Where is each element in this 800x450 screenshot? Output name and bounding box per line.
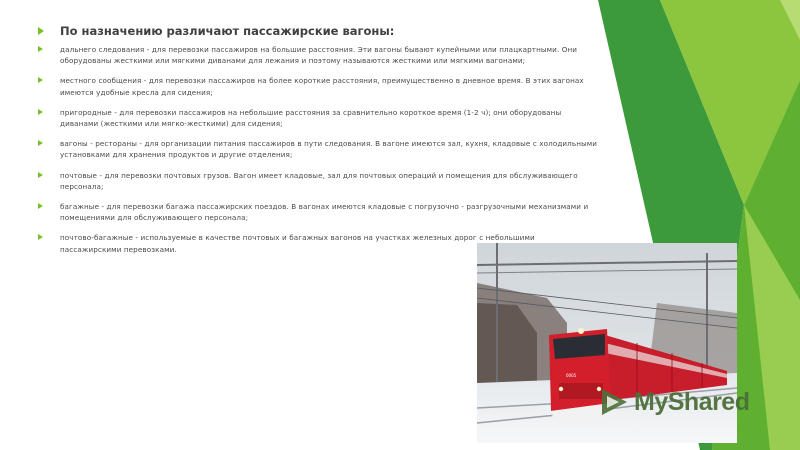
watermark <box>598 386 749 418</box>
list-item-text: дальнего следования - для перевозки пассажиров на большие расстояния. Эти вагоны бывают купейными или плацкартными. Они оборудованы жесткими или мягкими диванами для лежания и поэтому называются жесткими или мягкими вагонами; <box>60 45 578 66</box>
arrow-bullet-icon <box>38 140 43 146</box>
watermark-text: MyShared <box>634 387 750 416</box>
list-item-text: почтовые - для перевозки почтовых грузов. Вагон имеет кладовые, зал для почтовых операций и помещения для обслуживающего персонала; <box>60 170 578 191</box>
arrow-bullet-icon <box>38 203 43 209</box>
wagon-types-list <box>38 44 598 264</box>
list-item <box>38 138 598 160</box>
list-item-text: местного сообщения - для перевозки пассажиров на более короткие расстояния, преимущественно в дневное время. В этих вагонах имеются удобные кресла для сидения; <box>60 76 584 97</box>
list-item <box>38 75 598 97</box>
list-item-text: почтово-багажные - используемые в качестве почтовых и багажных вагонов на участках железных дорог с небольшими пассажирскими перевозками. <box>60 233 535 254</box>
arrow-bullet-icon <box>38 27 44 35</box>
list-item <box>38 44 598 66</box>
list-item-text: вагоны - рестораны - для организации питания пассажиров в пути следования. В вагоне имеются зал, кухня, кладовые с холодильными установками для хранения продуктов и другие отделения; <box>60 139 598 160</box>
list-item-text: пригородные - для перевозки пассажиров на небольшие расстояния за сравнительно короткое время (1-2 ч); они оборудованы диванами (жесткими или мягко-жесткими) для сидения; <box>60 107 562 129</box>
arrow-bullet-icon <box>38 77 43 83</box>
list-item <box>38 201 598 223</box>
arrow-bullet-icon <box>38 109 43 115</box>
list-item <box>38 107 598 129</box>
train-number: 0005 <box>566 373 577 378</box>
arrow-bullet-icon <box>38 172 43 178</box>
arrow-bullet-icon <box>38 234 43 240</box>
slide-title-row <box>38 24 598 38</box>
slide-title: По назначению различают пассажирские вагоны: <box>60 24 395 38</box>
play-logo-icon <box>598 386 630 418</box>
arrow-bullet-icon <box>38 46 43 52</box>
list-item <box>38 170 598 192</box>
list-item-text: багажные - для перевозки багажа пассажирских поездов. В вагонах имеются кладовые с погрузочно - разгрузочными механизмами и помещениями для обслуживающего персонала; <box>60 202 589 223</box>
